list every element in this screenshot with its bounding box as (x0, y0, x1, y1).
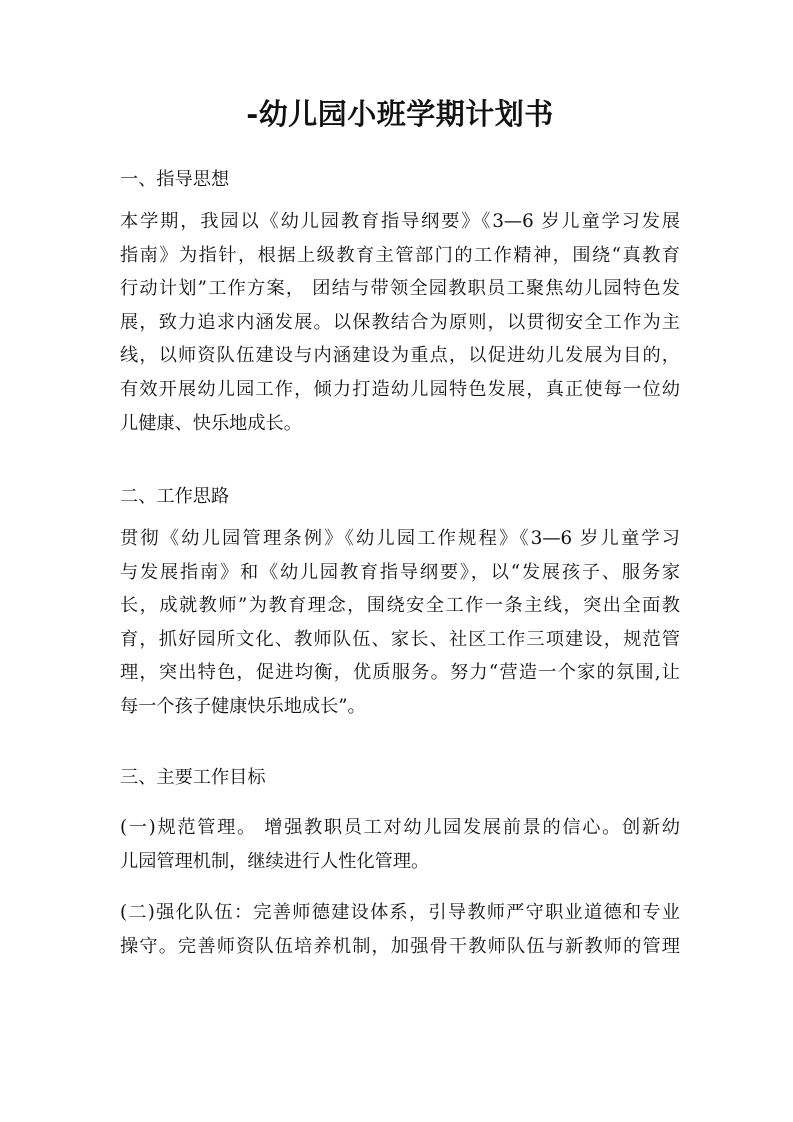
text-line: 操守。完善师资队伍培养机制，加强骨干教师队伍与新教师的管理 (120, 935, 680, 957)
text-line: (二)强化队伍：完善师德建设体系，引导教师严守职业道德和专业 (120, 902, 680, 923)
document-title: -幼儿园小班学期计划书 (246, 97, 554, 131)
text-line: 贯彻《幼儿园管理条例》《幼儿园工作规程》《3—6 岁儿童学习 (120, 528, 680, 549)
text-line: 长，成就教师”为教育理念，围绕安全工作一条主线，突出全面教 (120, 595, 680, 617)
text-line: 理，突出特色，促进均衡，优质服务。努力“营造一个家的氛围,让 (120, 662, 680, 684)
section-heading-main-goals: 三、主要工作目标 (120, 767, 266, 788)
text-line: 每一个孩子健康快乐地成长”。 (120, 695, 366, 717)
text-line: 儿健康、快乐地成长。 (120, 412, 302, 434)
text-line: 指南》为指针，根据上级教育主管部门的工作精神，围绕“真教育 (120, 244, 680, 266)
text-line: (一)规范管理。 增强教职员工对幼儿园发展前景的信心。创新幼 (120, 817, 680, 838)
paragraph-guiding-ideology (120, 205, 680, 440)
text-line: 儿园管理机制，继续进行人性化管理。 (120, 850, 430, 872)
paragraph-goal-standardized-management (120, 811, 680, 878)
paragraph-work-approach (120, 522, 680, 724)
text-line: 本学期，我园以《幼儿园教育指导纲要》《3—6 岁儿童学习发展 (120, 211, 680, 232)
text-line: 行动计划”工作方案， 团结与带领全园教职员工聚焦幼儿园特色发 (120, 278, 680, 300)
paragraph-goal-strengthen-team (120, 896, 680, 963)
text-line: 育，抓好园所文化、教师队伍、家长、社区工作三项建设，规范管 (120, 628, 680, 650)
text-line: 线，以师资队伍建设与内涵建设为重点，以促进幼儿发展为目的， (120, 345, 680, 367)
text-line: 与发展指南》和《幼儿园教育指导纲要》，以“发展孩子、服务家 (120, 561, 680, 583)
section-heading-guiding-ideology: 一、指导思想 (120, 169, 230, 190)
text-line: 展，致力追求内涵发展。以保教结合为原则，以贯彻安全工作为主 (120, 311, 680, 333)
section-heading-work-approach: 二、工作思路 (120, 486, 230, 507)
text-line: 有效开展幼儿园工作，倾力打造幼儿园特色发展，真正使每一位幼 (120, 378, 680, 400)
